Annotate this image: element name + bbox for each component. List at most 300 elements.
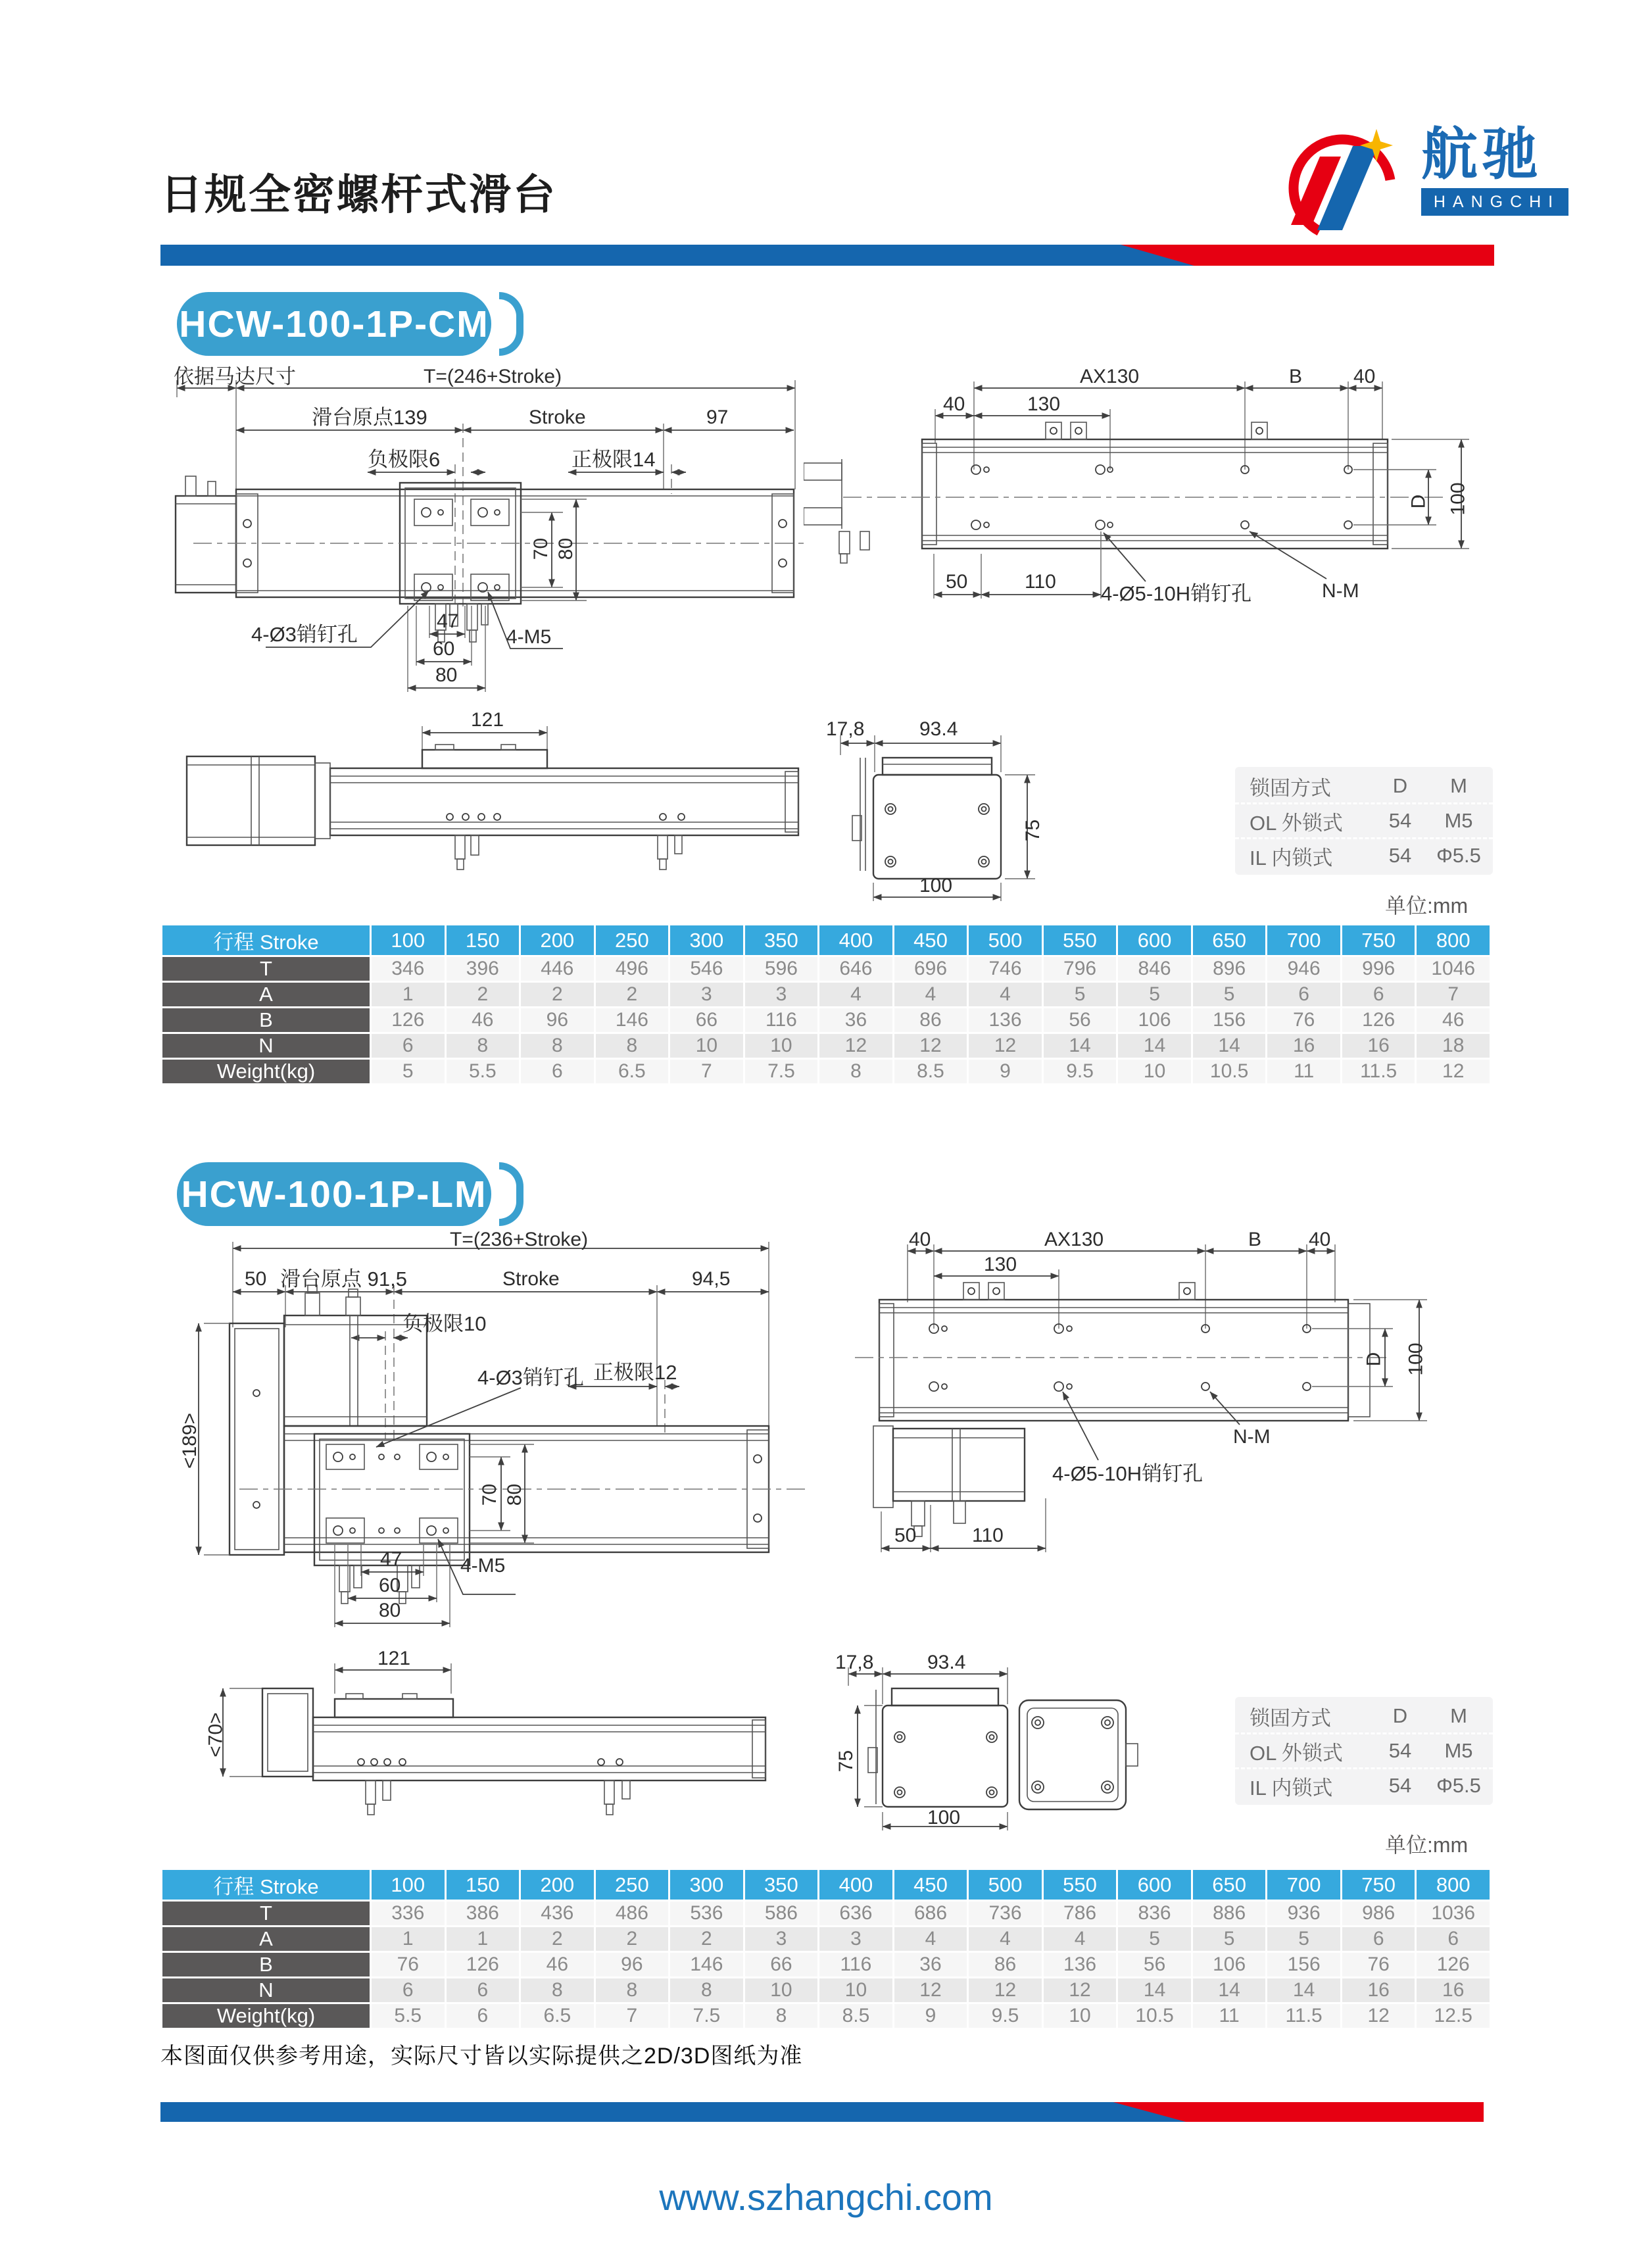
table-cell: 11 xyxy=(1192,2003,1267,2029)
lm-dim-stroke: Stroke xyxy=(502,1268,560,1290)
table-cell: 7.5 xyxy=(744,1059,819,1085)
stroke-value: 700 xyxy=(1267,925,1342,956)
cm-dim-100b: 100 xyxy=(919,875,953,896)
table-cell: 10.5 xyxy=(1117,2003,1192,2029)
table-cell: 56 xyxy=(1042,1008,1117,1033)
table-cell: 6 xyxy=(445,2003,520,2029)
table-cell: 436 xyxy=(520,1901,595,1927)
table-cell: 6 xyxy=(371,1033,446,1059)
lock-il-label: IL 内锁式 xyxy=(1250,846,1333,870)
table-cell: 4 xyxy=(893,1927,968,1952)
badge-bracket-icon xyxy=(499,292,523,356)
table-cell: 5 xyxy=(1042,982,1117,1008)
stroke-value: 800 xyxy=(1416,1869,1491,1901)
cm-dim-pos: 正极限14 xyxy=(571,448,656,471)
table-cell: 4 xyxy=(819,982,894,1008)
table-cell: 7 xyxy=(669,1059,744,1085)
cm-dim-121: 121 xyxy=(471,709,504,731)
table-cell: 8 xyxy=(445,1033,520,1059)
stroke-value: 500 xyxy=(968,1869,1043,1901)
cm-plan-drawing xyxy=(174,366,818,708)
lm-callout-m5: 4-M5 xyxy=(460,1555,506,1577)
table-cell: 11 xyxy=(1267,1059,1342,1085)
table-cell: 6 xyxy=(445,1978,520,2003)
lock-row-il xyxy=(1235,837,1493,872)
footer-divider-bar xyxy=(160,2102,1484,2122)
model-badge-cm xyxy=(177,292,523,356)
lm-dim-40r: 40 xyxy=(1309,1229,1331,1250)
table-cell: 2 xyxy=(520,1927,595,1952)
cm-callout-pin5: 4-Ø5-10H销钉孔 xyxy=(1101,582,1252,605)
table-cell: 7 xyxy=(595,2003,669,2029)
table-cell: 1046 xyxy=(1416,956,1491,982)
table-cell: 5 xyxy=(1267,1927,1342,1952)
cm-dim-97: 97 xyxy=(706,406,729,428)
lm-dim-75: 75 xyxy=(835,1750,858,1773)
table-cell: 46 xyxy=(520,1952,595,1978)
cm-dim-70: 70 xyxy=(530,537,552,560)
table-cell: 14 xyxy=(1267,1978,1342,2003)
lm-callout-pin5: 4-Ø5-10H销钉孔 xyxy=(1052,1462,1203,1485)
table-cell: 14 xyxy=(1117,1978,1192,2003)
cm-end-drawing xyxy=(822,712,1098,902)
table-cell: 46 xyxy=(445,1008,520,1033)
lm-dim-934: 93.4 xyxy=(927,1652,966,1673)
lm-end-drawing xyxy=(835,1648,1190,1845)
table-cell: 3 xyxy=(669,982,744,1008)
cm-dim-130: 130 xyxy=(1027,393,1061,415)
table-cell: 4 xyxy=(968,1927,1043,1952)
table-cell: 946 xyxy=(1267,956,1342,982)
table-cell: 7.5 xyxy=(669,2003,744,2029)
table-cell: 6 xyxy=(1341,1927,1416,1952)
table-cell: 8 xyxy=(669,1978,744,2003)
table-cell: 2 xyxy=(520,982,595,1008)
lm-dim-47: 47 xyxy=(380,1548,402,1570)
stroke-value: 500 xyxy=(968,925,1043,956)
lm-dim-d: D xyxy=(1363,1352,1385,1367)
table-cell: 14 xyxy=(1192,1033,1267,1059)
table-cell: 1 xyxy=(371,1927,446,1952)
table-cell: 76 xyxy=(371,1952,446,1978)
table-cell: 76 xyxy=(1267,1008,1342,1033)
table-cell: 11.5 xyxy=(1267,2003,1342,2029)
table-cell: 12 xyxy=(1042,1978,1117,2003)
lock-col-d: D xyxy=(1392,1704,1408,1727)
row-label: N xyxy=(162,1978,371,2003)
lock-ol-d: 54 xyxy=(1388,1739,1412,1762)
table-cell: 3 xyxy=(819,1927,894,1952)
lm-dim-178: 17,8 xyxy=(835,1652,874,1673)
table-cell: 156 xyxy=(1267,1952,1342,1978)
table-cell: 126 xyxy=(1341,1008,1416,1033)
table-cell: 14 xyxy=(1192,1978,1267,2003)
stroke-value: 650 xyxy=(1192,925,1267,956)
table-cell: 896 xyxy=(1192,956,1267,982)
table-cell: 736 xyxy=(968,1901,1043,1927)
lock-il-m: Φ5.5 xyxy=(1436,1774,1481,1797)
lm-dim-40l: 40 xyxy=(909,1229,931,1250)
table-cell: 5 xyxy=(1192,982,1267,1008)
table-cell: 636 xyxy=(819,1901,894,1927)
table-cell: 126 xyxy=(371,1008,446,1033)
table-cell: 8 xyxy=(595,1033,669,1059)
model-name-lm: HCW-100-1P-LM xyxy=(181,1173,487,1215)
cm-dim-40r: 40 xyxy=(1353,366,1376,387)
table-cell: 9 xyxy=(968,1059,1043,1085)
cm-dim-origin: 滑台原点139 xyxy=(312,406,427,429)
table-cell: 96 xyxy=(595,1952,669,1978)
lm-dim-130: 130 xyxy=(984,1254,1017,1275)
cm-dim-60: 60 xyxy=(433,638,455,660)
lm-dim-110: 110 xyxy=(972,1525,1004,1546)
row-label: A xyxy=(162,1927,371,1952)
cm-dim-ax130: AX130 xyxy=(1080,366,1140,387)
stroke-value: 400 xyxy=(819,925,894,956)
lock-col-d: D xyxy=(1392,774,1408,797)
table-cell: 126 xyxy=(1416,1952,1491,1978)
model-badge-lm xyxy=(177,1162,523,1226)
table-cell: 12 xyxy=(1341,2003,1416,2029)
table-cell: 9 xyxy=(893,2003,968,2029)
page-title: 日规全密螺杆式滑台 xyxy=(160,171,557,218)
table-cell: 446 xyxy=(520,956,595,982)
table-cell: 8 xyxy=(520,1033,595,1059)
lm-dim-b: B xyxy=(1248,1229,1262,1250)
stroke-value: 100 xyxy=(371,1869,446,1901)
lock-row-il xyxy=(1235,1767,1493,1802)
table-cell: 12.5 xyxy=(1416,2003,1491,2029)
table-cell: 10 xyxy=(1117,1059,1192,1085)
table-cell: 546 xyxy=(669,956,744,982)
lm-dim-70v: <70> xyxy=(205,1712,227,1757)
table-cell: 14 xyxy=(1042,1033,1117,1059)
lock-table-cm xyxy=(1235,767,1493,875)
stroke-value: 150 xyxy=(445,925,520,956)
cm-dim-40l: 40 xyxy=(943,393,965,415)
table-cell: 336 xyxy=(371,1901,446,1927)
lm-side-lineart xyxy=(174,1648,818,1865)
table-cell: 156 xyxy=(1192,1008,1267,1033)
stroke-header-label: 行程 Stroke xyxy=(162,1869,371,1901)
stroke-value: 450 xyxy=(893,1869,968,1901)
cm-dim-stroke: Stroke xyxy=(529,406,586,428)
table-cell: 686 xyxy=(893,1901,968,1927)
cm-dim-80: 80 xyxy=(555,537,577,560)
table-cell: 886 xyxy=(1192,1901,1267,1927)
cm-callout-pin: 4-Ø3销钉孔 xyxy=(251,623,358,646)
table-cell: 5 xyxy=(1117,1927,1192,1952)
stroke-value: 300 xyxy=(669,925,744,956)
table-cell: 6 xyxy=(1267,982,1342,1008)
stroke-value: 350 xyxy=(744,1869,819,1901)
table-cell: 116 xyxy=(744,1008,819,1033)
table-cell: 16 xyxy=(1267,1033,1342,1059)
cm-dim-total: T=(246+Stroke) xyxy=(424,366,562,387)
table-cell: 126 xyxy=(445,1952,520,1978)
table-cell: 10.5 xyxy=(1192,1059,1267,1085)
table-cell: 96 xyxy=(520,1008,595,1033)
stroke-value: 550 xyxy=(1042,925,1117,956)
stroke-value: 250 xyxy=(595,1869,669,1901)
cm-dim-neg: 负极限6 xyxy=(368,448,441,471)
lm-end-lineart xyxy=(835,1648,1190,1845)
lm-dim-total: T=(236+Stroke) xyxy=(450,1229,589,1250)
cm-callout-nm: N-M xyxy=(1322,580,1359,602)
lm-dim-70: 70 xyxy=(479,1483,501,1506)
table-cell: 2 xyxy=(445,982,520,1008)
table-cell: 5.5 xyxy=(371,2003,446,2029)
stroke-value: 150 xyxy=(445,1869,520,1901)
table-cell: 936 xyxy=(1267,1901,1342,1927)
unit-label-cm: 单位:mm xyxy=(1385,894,1469,918)
table-cell: 76 xyxy=(1341,1952,1416,1978)
lock-il-m: Φ5.5 xyxy=(1436,844,1481,867)
row-label: T xyxy=(162,1901,371,1927)
lock-table-lm xyxy=(1235,1697,1493,1805)
stroke-value: 200 xyxy=(520,925,595,956)
table-cell: 46 xyxy=(1416,1008,1491,1033)
row-label: B xyxy=(162,1008,371,1033)
table-cell: 146 xyxy=(595,1008,669,1033)
table-cell: 696 xyxy=(893,956,968,982)
lock-row-ol xyxy=(1235,1732,1493,1767)
table-cell: 10 xyxy=(744,1033,819,1059)
cm-side-lineart xyxy=(174,709,818,920)
website-link[interactable]: www.szhangchi.com xyxy=(659,2176,993,2218)
table-cell: 5 xyxy=(371,1059,446,1085)
table-cell: 6.5 xyxy=(520,2003,595,2029)
lock-ol-m: M5 xyxy=(1444,809,1473,832)
cm-dim-100: 100 xyxy=(1447,482,1469,516)
cm-top-drawing xyxy=(804,366,1501,655)
stroke-value: 350 xyxy=(744,925,819,956)
table-cell: 8.5 xyxy=(819,2003,894,2029)
table-cell: 8 xyxy=(520,1978,595,2003)
lock-ol-m: M5 xyxy=(1444,1739,1473,1762)
lm-dim-80b: 80 xyxy=(379,1600,401,1621)
table-cell: 12 xyxy=(1416,1059,1491,1085)
cm-dim-110: 110 xyxy=(1025,571,1056,593)
cm-side-drawing xyxy=(174,709,818,920)
cm-end-lineart xyxy=(822,712,1098,902)
table-cell: 2 xyxy=(595,982,669,1008)
table-cell: 6 xyxy=(1341,982,1416,1008)
lm-plan-drawing xyxy=(174,1229,818,1650)
brand-emblem-icon xyxy=(1279,125,1417,247)
table-cell: 1 xyxy=(371,982,446,1008)
table-cell: 9.5 xyxy=(968,2003,1043,2029)
table-cell: 12 xyxy=(893,1978,968,2003)
stroke-value: 200 xyxy=(520,1869,595,1901)
table-cell: 596 xyxy=(744,956,819,982)
cm-dim-d: D xyxy=(1407,494,1430,509)
cm-dim-75: 75 xyxy=(1022,819,1044,842)
table-cell: 86 xyxy=(893,1008,968,1033)
lm-plan-lineart xyxy=(174,1229,818,1650)
badge-bracket-icon xyxy=(499,1162,523,1226)
lm-dim-189: <189> xyxy=(179,1412,201,1469)
cm-dim-80b: 80 xyxy=(435,664,458,686)
lock-col-m: M xyxy=(1450,774,1467,797)
lock-ol-label: OL 外锁式 xyxy=(1250,811,1343,835)
lm-dim-60: 60 xyxy=(379,1575,401,1596)
cm-dim-motor: 依据马达尺寸 xyxy=(174,365,296,388)
lock-ol-label: OL 外锁式 xyxy=(1250,1741,1343,1765)
table-cell: 16 xyxy=(1341,1033,1416,1059)
stroke-value: 750 xyxy=(1341,1869,1416,1901)
lm-side-drawing xyxy=(174,1648,818,1865)
table-cell: 486 xyxy=(595,1901,669,1927)
table-cell: 116 xyxy=(819,1952,894,1978)
header-divider-bar xyxy=(160,245,1494,266)
table-cell: 536 xyxy=(669,1901,744,1927)
table-cell: 36 xyxy=(819,1008,894,1033)
lm-dim-121: 121 xyxy=(377,1648,411,1669)
table-cell: 786 xyxy=(1042,1901,1117,1927)
stroke-value: 600 xyxy=(1117,1869,1192,1901)
table-cell: 10 xyxy=(819,1978,894,2003)
lm-stroke-table xyxy=(160,1868,1492,2030)
stroke-value: 100 xyxy=(371,925,446,956)
cm-top-lineart xyxy=(804,366,1501,655)
table-cell: 8.5 xyxy=(893,1059,968,1085)
brand-name-cn: 航驰 xyxy=(1421,123,1542,186)
stroke-value: 300 xyxy=(669,1869,744,1901)
table-cell: 16 xyxy=(1341,1978,1416,2003)
table-cell: 10 xyxy=(669,1033,744,1059)
row-label: A xyxy=(162,982,371,1008)
model-name-cm: HCW-100-1P-CM xyxy=(179,303,489,345)
table-cell: 9.5 xyxy=(1042,1059,1117,1085)
table-cell: 6 xyxy=(1416,1927,1491,1952)
brand-name-en: HANGCHI xyxy=(1421,188,1568,216)
lm-dim-50b: 50 xyxy=(894,1525,917,1546)
table-cell: 66 xyxy=(744,1952,819,1978)
lock-il-d: 54 xyxy=(1388,844,1412,867)
lm-dim-pos: 正极限12 xyxy=(593,1361,677,1384)
lock-il-label: IL 内锁式 xyxy=(1250,1776,1333,1800)
cm-dim-934: 93.4 xyxy=(919,718,958,740)
table-cell: 136 xyxy=(968,1008,1043,1033)
row-label: Weight(kg) xyxy=(162,1059,371,1085)
table-cell: 14 xyxy=(1117,1033,1192,1059)
stroke-data-table xyxy=(160,923,1492,1085)
lm-dim-50: 50 xyxy=(245,1268,267,1290)
table-cell: 10 xyxy=(744,1978,819,2003)
cm-dim-47: 47 xyxy=(437,610,459,632)
table-cell: 4 xyxy=(1042,1927,1117,1952)
table-cell: 3 xyxy=(744,982,819,1008)
table-cell: 4 xyxy=(893,982,968,1008)
stroke-value: 700 xyxy=(1267,1869,1342,1901)
lock-row-ol xyxy=(1235,802,1493,837)
cm-stroke-table xyxy=(160,923,1492,1085)
lm-top-lineart xyxy=(855,1229,1506,1571)
table-cell: 7 xyxy=(1416,982,1491,1008)
table-cell: 796 xyxy=(1042,956,1117,982)
lm-callout-nm: N-M xyxy=(1233,1426,1271,1448)
lock-table-header xyxy=(1235,1700,1493,1732)
table-cell: 996 xyxy=(1341,956,1416,982)
disclaimer-note: 本图面仅供参考用途，实际尺寸皆以实际提供之2D/3D图纸为准 xyxy=(160,2044,803,2069)
table-cell: 6.5 xyxy=(595,1059,669,1085)
table-cell: 18 xyxy=(1416,1033,1491,1059)
table-cell: 646 xyxy=(819,956,894,982)
table-cell: 5 xyxy=(1192,1927,1267,1952)
table-cell: 16 xyxy=(1416,1978,1491,2003)
lm-dim-100b: 100 xyxy=(927,1807,961,1828)
row-label: Weight(kg) xyxy=(162,2003,371,2029)
table-cell: 56 xyxy=(1117,1952,1192,1978)
table-cell: 11.5 xyxy=(1341,1059,1416,1085)
brand-logo xyxy=(1279,125,1568,247)
lock-col-m: M xyxy=(1450,1704,1467,1727)
lock-col-method: 锁固方式 xyxy=(1250,776,1331,800)
table-cell: 12 xyxy=(968,1978,1043,2003)
lm-dim-945: 94,5 xyxy=(692,1268,731,1290)
table-cell: 6 xyxy=(520,1059,595,1085)
stroke-value: 650 xyxy=(1192,1869,1267,1901)
table-cell: 66 xyxy=(669,1008,744,1033)
stroke-value: 550 xyxy=(1042,1869,1117,1901)
stroke-header-label: 行程 Stroke xyxy=(162,925,371,956)
table-cell: 86 xyxy=(968,1952,1043,1978)
table-cell: 836 xyxy=(1117,1901,1192,1927)
table-cell: 3 xyxy=(744,1927,819,1952)
table-cell: 5 xyxy=(1117,982,1192,1008)
stroke-value: 450 xyxy=(893,925,968,956)
row-label: T xyxy=(162,956,371,982)
stroke-value: 750 xyxy=(1341,925,1416,956)
unit-label-lm: 单位:mm xyxy=(1385,1833,1469,1857)
stroke-value: 250 xyxy=(595,925,669,956)
cm-dim-50: 50 xyxy=(946,571,968,593)
table-cell: 146 xyxy=(669,1952,744,1978)
lm-dim-100: 100 xyxy=(1405,1342,1427,1376)
stroke-value: 800 xyxy=(1416,925,1491,956)
table-cell: 586 xyxy=(744,1901,819,1927)
table-cell: 12 xyxy=(819,1033,894,1059)
cm-callout-m5: 4-M5 xyxy=(506,626,552,648)
row-label: B xyxy=(162,1952,371,1978)
table-cell: 1 xyxy=(445,1927,520,1952)
stroke-value: 400 xyxy=(819,1869,894,1901)
lock-table-header xyxy=(1235,770,1493,802)
table-cell: 12 xyxy=(968,1033,1043,1059)
table-cell: 8 xyxy=(819,1059,894,1085)
lock-ol-d: 54 xyxy=(1388,809,1412,832)
cm-dim-178: 17,8 xyxy=(826,718,865,740)
table-cell: 12 xyxy=(893,1033,968,1059)
lock-il-d: 54 xyxy=(1388,1774,1412,1797)
table-cell: 846 xyxy=(1117,956,1192,982)
table-cell: 10 xyxy=(1042,2003,1117,2029)
lm-dim-origin: 滑台原点 91,5 xyxy=(280,1267,407,1290)
table-cell: 2 xyxy=(669,1927,744,1952)
table-cell: 6 xyxy=(371,1978,446,2003)
lock-col-method: 锁固方式 xyxy=(1250,1706,1331,1730)
table-cell: 8 xyxy=(744,2003,819,2029)
lm-callout-pin: 4-Ø3销钉孔 xyxy=(477,1366,584,1389)
table-cell: 346 xyxy=(371,956,446,982)
lm-dim-ax130: AX130 xyxy=(1044,1229,1104,1250)
table-cell: 396 xyxy=(445,956,520,982)
lm-dim-neg: 负极限10 xyxy=(402,1312,487,1335)
lm-dim-80: 80 xyxy=(504,1483,526,1506)
table-cell: 1036 xyxy=(1416,1901,1491,1927)
table-cell: 2 xyxy=(595,1927,669,1952)
